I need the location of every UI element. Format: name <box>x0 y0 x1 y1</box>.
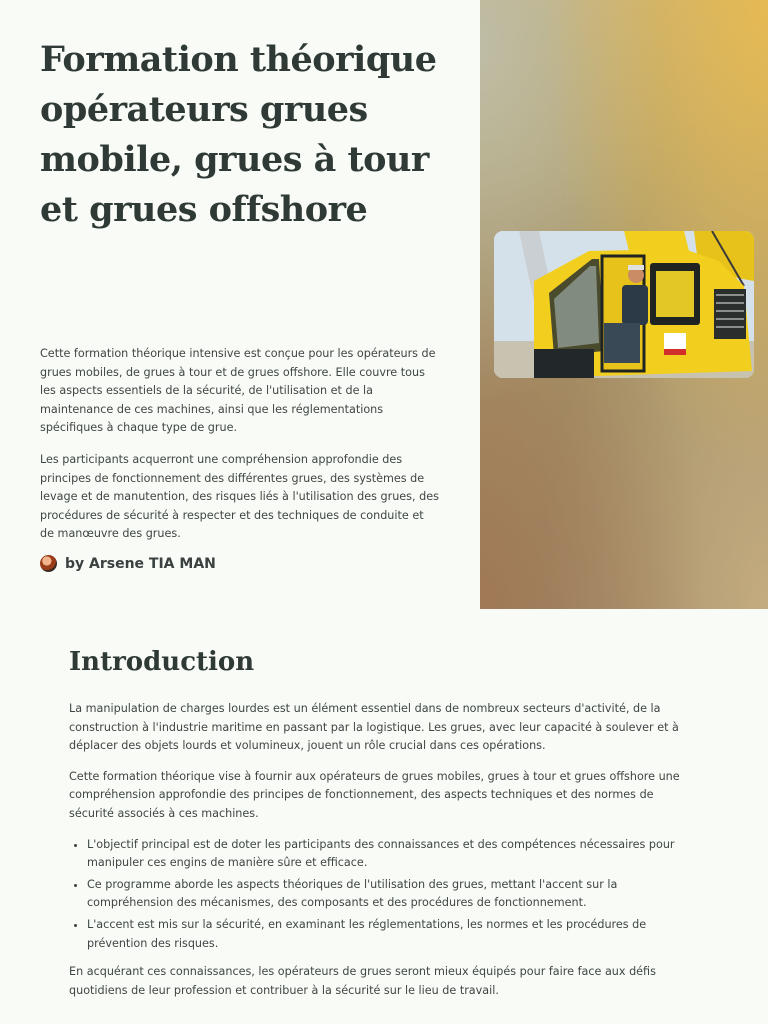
introduction-paragraph-2: Cette formation théorique vise à fournir aux opérateurs de grues mobiles, grues à tour et grues offshore une compréhension approfondie des principes de fonctionnement, des aspects techniques et des normes de sécurité associés à ces machines. <box>69 769 680 820</box>
introduction-heading: Introduction <box>69 647 255 677</box>
introduction-paragraph-1: La manipulation de charges lourdes est un élément essentiel dans de nombreux secteurs d'activité, de la construction à l'industrie maritime en passant par la logistique. Les grues, avec leur capacité à soulever et à déplacer des objets lourds et volumineux, jouent un rôle crucial dans ces opérations. <box>69 702 679 753</box>
hero-paragraph-2: Les participants acquerront une compréhension approfondie des principes de fonctionnement des différentes grues, des systèmes de levage et de manutention, des risques liés à l'utilisation des grues, des procédures de sécurité à respecter et des techniques de conduite et de manœuvre des grues. <box>40 453 439 541</box>
list-item: • L'accent est mis sur la sécurité, en examinant les réglementations, les normes et les procédures de prévention des risques. <box>87 916 699 953</box>
introduction-paragraph-3: En acquérant ces connaissances, les opérateurs de grues seront mieux équipés pour faire face aux défis quotidiens de leur profession et contribuer à la sécurité sur le lieu de travail. <box>69 965 656 997</box>
crane-cab-photo <box>494 231 754 378</box>
introduction-bullet-list <box>69 836 699 954</box>
avatar <box>40 555 57 572</box>
list-item: • Ce programme aborde les aspects théoriques de l'utilisation des grues, mettant l'accent sur la compréhension des mécanismes, des composants et des procédures de fonctionnement. <box>87 876 699 913</box>
page-title: Formation théorique opérateurs grues mobile, grues à tour et grues offshore <box>40 39 437 230</box>
list-item: • L'objectif principal est de doter les participants des connaissances et des compétences nécessaires pour manipuler ces engins de manière sûre et efficace. <box>87 836 699 873</box>
hero-paragraph-1: Cette formation théorique intensive est conçue pour les opérateurs de grues mobiles, de grues à tour et de grues offshore. Elle couvre tous les aspects essentiels de la sécurité, de l'utilisation et de la maintenance de ces machines, ainsi que les réglementations spécifiques à chaque type de grue. <box>40 347 436 435</box>
author-name: by Arsene TIA MAN <box>65 555 216 572</box>
author-byline <box>40 555 216 572</box>
introduction-section <box>69 640 699 1000</box>
